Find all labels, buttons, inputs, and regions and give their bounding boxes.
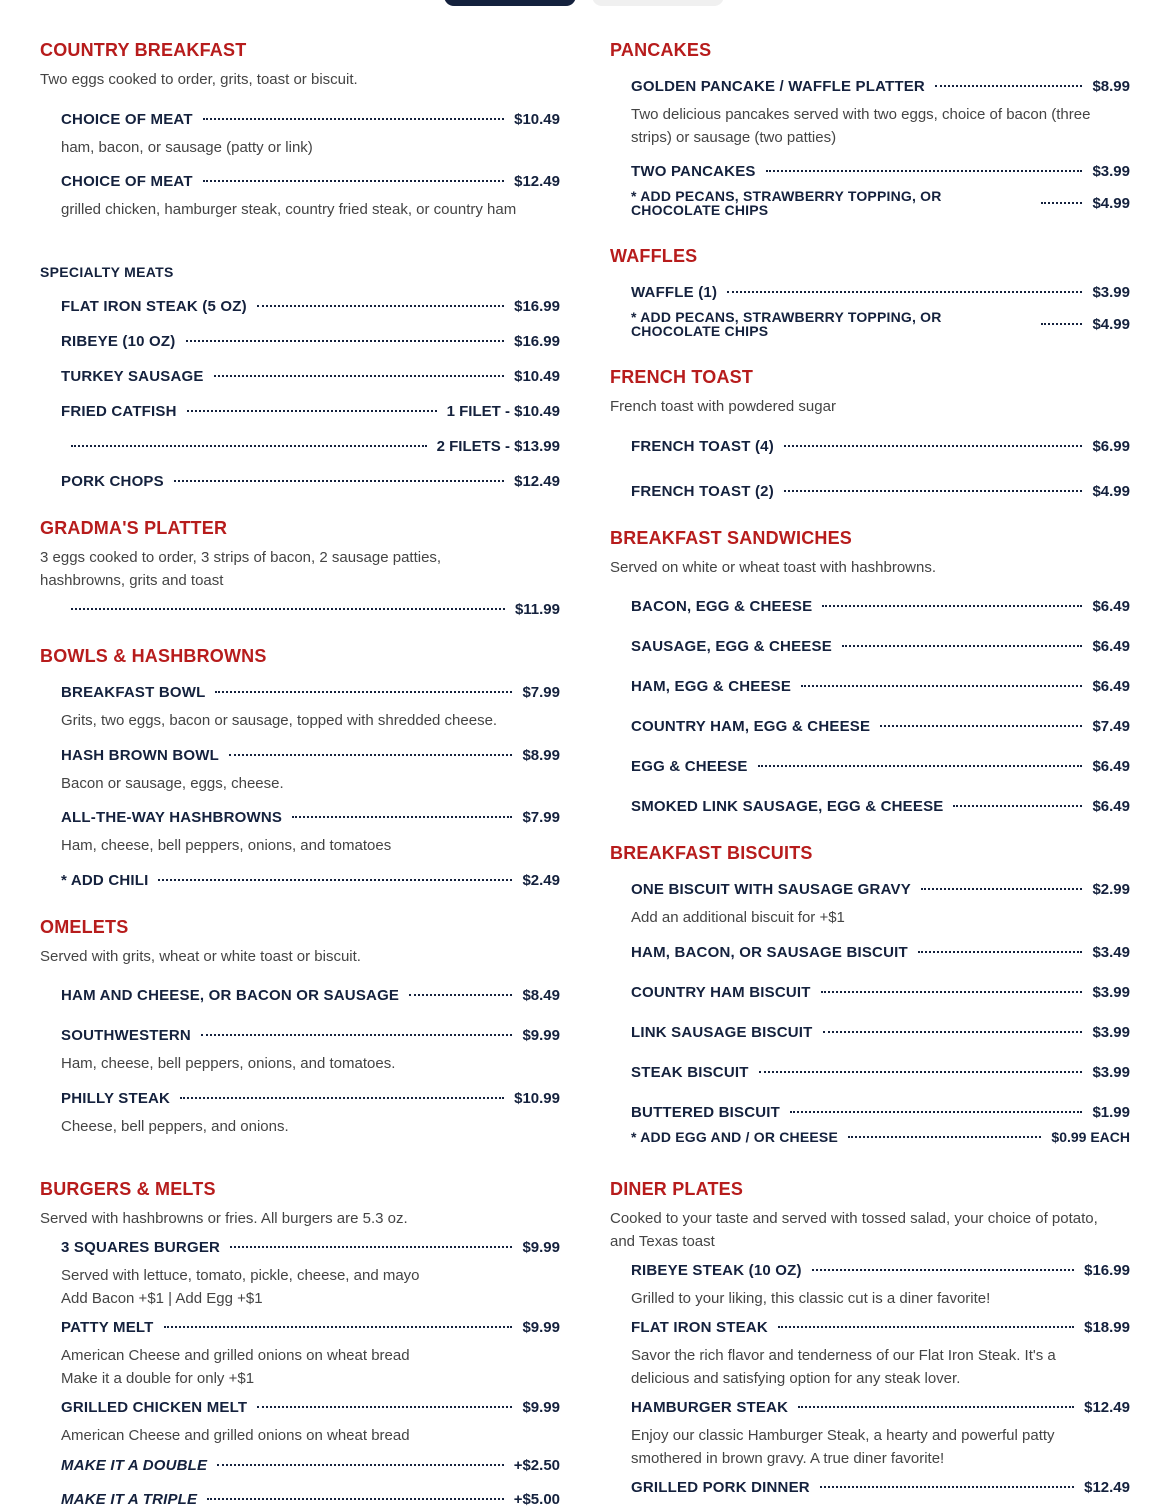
leader-dots bbox=[784, 445, 1083, 447]
leader-dots bbox=[820, 1486, 1074, 1488]
leader-dots bbox=[257, 305, 504, 307]
item-name: HAMBURGER STEAK bbox=[631, 1398, 789, 1416]
menu-item bbox=[631, 1260, 1130, 1280]
leader-dots bbox=[921, 888, 1083, 890]
leader-dots bbox=[230, 1246, 512, 1248]
item-price: $9.99 bbox=[522, 1398, 560, 1416]
menu-item bbox=[631, 716, 1130, 736]
item-name: COUNTRY HAM, EGG & CHEESE bbox=[631, 717, 871, 735]
item-price: $9.99 bbox=[522, 1238, 560, 1256]
item-name: BUTTERED BISCUIT bbox=[631, 1103, 781, 1121]
tab-lunch[interactable] bbox=[592, 0, 724, 6]
item-name: SMOKED LINK SAUSAGE, EGG & CHEESE bbox=[631, 797, 944, 815]
menu-item bbox=[61, 1237, 560, 1257]
item-name: FLAT IRON STEAK (5 OZ) bbox=[61, 297, 247, 315]
leader-dots bbox=[812, 1269, 1074, 1271]
menu-item bbox=[631, 1022, 1130, 1042]
item-price: $7.99 bbox=[522, 808, 560, 826]
item-price: +$2.50 bbox=[513, 1456, 560, 1474]
item-name: PATTY MELT bbox=[61, 1318, 154, 1336]
item-price: $1.99 bbox=[1092, 1103, 1130, 1121]
leader-dots bbox=[758, 765, 1083, 767]
item-price: $6.49 bbox=[1092, 757, 1130, 775]
item-desc-extra: Make it a double for only +$1 bbox=[61, 1370, 255, 1387]
leader-dots bbox=[217, 1464, 503, 1466]
leader-dots bbox=[229, 754, 512, 756]
menu-item bbox=[61, 1317, 560, 1337]
item-name: ALL-THE-WAY HASHBROWNS bbox=[61, 808, 283, 826]
item-name: FLAT IRON STEAK bbox=[631, 1318, 768, 1336]
leader-dots bbox=[215, 691, 512, 693]
section-desc: Served on white or wheat toast with hashbrowns. bbox=[610, 559, 937, 576]
leader-dots bbox=[187, 410, 437, 412]
menu-item bbox=[631, 1317, 1130, 1337]
item-name: GRILLED CHICKEN MELT bbox=[61, 1398, 248, 1416]
leader-dots bbox=[214, 375, 505, 377]
menu-item bbox=[631, 942, 1130, 962]
leader-dots bbox=[180, 1097, 504, 1099]
item-price: $3.99 bbox=[1092, 1023, 1130, 1041]
item-price: $2.49 bbox=[522, 871, 560, 889]
leader-dots bbox=[207, 1498, 503, 1500]
menu-tabs bbox=[0, 0, 1170, 6]
item-price: +$5.00 bbox=[513, 1490, 560, 1508]
item-desc: Two delicious pancakes served with two eggs, choice of bacon (three strips) or sausage (two patties) bbox=[631, 106, 1091, 146]
item-price: $9.99 bbox=[522, 1318, 560, 1336]
item-name: LINK SAUSAGE BISCUIT bbox=[631, 1023, 813, 1041]
item-name: COUNTRY HAM BISCUIT bbox=[631, 983, 811, 1001]
leader-dots bbox=[158, 879, 512, 881]
item-name: TURKEY SAUSAGE bbox=[61, 367, 204, 385]
item-price: $12.49 bbox=[1084, 1398, 1130, 1416]
menu-item bbox=[61, 745, 560, 765]
item-name: SOUTHWESTERN bbox=[61, 1026, 191, 1044]
leader-dots bbox=[821, 991, 1083, 993]
item-price: 1 FILET - $10.49 bbox=[446, 402, 560, 420]
item-price: $18.99 bbox=[1084, 1318, 1130, 1336]
item-price: $3.99 bbox=[1092, 162, 1130, 180]
menu-item bbox=[61, 1397, 560, 1417]
menu-item bbox=[631, 676, 1130, 696]
menu-item bbox=[631, 1127, 1130, 1147]
item-price: $6.49 bbox=[1092, 637, 1130, 655]
item-name: * ADD EGG AND / OR CHEESE bbox=[631, 1129, 838, 1145]
section-title-omelets: OMELETS bbox=[40, 917, 129, 937]
leader-dots bbox=[848, 1136, 1041, 1138]
item-price: 2 FILETS - $13.99 bbox=[436, 437, 560, 455]
item-desc: ham, bacon, or sausage (patty or link) bbox=[61, 139, 313, 156]
item-desc: Grits, two eggs, bacon or sausage, topped with shredded cheese. bbox=[61, 712, 498, 729]
leader-dots bbox=[953, 805, 1082, 807]
item-desc: Bacon or sausage, eggs, cheese. bbox=[61, 775, 284, 792]
menu-item bbox=[61, 1088, 560, 1108]
item-price: $16.99 bbox=[1084, 1261, 1130, 1279]
menu-item bbox=[631, 1397, 1130, 1417]
item-name: BACON, EGG & CHEESE bbox=[631, 597, 813, 615]
item-price: $4.99 bbox=[1092, 194, 1130, 212]
item-price: $8.99 bbox=[1092, 77, 1130, 95]
menu-item bbox=[61, 331, 560, 351]
item-desc: American Cheese and grilled onions on wheat bread bbox=[61, 1347, 410, 1364]
item-price: $11.99 bbox=[514, 600, 560, 618]
item-name: CHOICE OF MEAT bbox=[61, 172, 193, 190]
item-name: MAKE IT A TRIPLE bbox=[61, 1490, 198, 1508]
item-price: $12.49 bbox=[514, 172, 560, 190]
section-title-country-breakfast: COUNTRY BREAKFAST bbox=[40, 40, 247, 60]
menu-item bbox=[631, 76, 1130, 96]
leader-dots bbox=[257, 1406, 512, 1408]
item-name: RIBEYE (10 OZ) bbox=[61, 332, 176, 350]
leader-dots bbox=[880, 725, 1082, 727]
leader-dots bbox=[1041, 202, 1082, 204]
item-name: * ADD PECANS, STRAWBERRY TOPPING, OR CHOCOLATE CHIPS bbox=[631, 309, 942, 339]
menu-item bbox=[61, 471, 560, 491]
item-price: $3.99 bbox=[1092, 983, 1130, 1001]
menu-item bbox=[61, 985, 560, 1005]
item-desc: Savor the rich flavor and tenderness of our Flat Iron Steak. It's a delicious and satisfying option for any steak lover. bbox=[631, 1347, 1056, 1387]
menu-item bbox=[631, 481, 1130, 501]
section-desc: Served with hashbrowns or fries. All burgers are 5.3 oz. bbox=[40, 1210, 408, 1227]
item-price: $3.49 bbox=[1092, 943, 1130, 961]
menu-item bbox=[631, 982, 1130, 1002]
item-desc: American Cheese and grilled onions on wheat bread bbox=[61, 1427, 410, 1444]
item-desc: Add an additional biscuit for +$1 bbox=[631, 909, 845, 926]
item-name: SAUSAGE, EGG & CHEESE bbox=[631, 637, 832, 655]
item-price: $16.99 bbox=[514, 297, 560, 315]
leader-dots bbox=[778, 1326, 1074, 1328]
item-name: HAM, EGG & CHEESE bbox=[631, 677, 792, 695]
leader-dots bbox=[201, 1034, 513, 1036]
section-title-bowls-hashbrowns: BOWLS & HASHBROWNS bbox=[40, 646, 267, 666]
section-title-pancakes: PANCAKES bbox=[610, 40, 712, 60]
section-title-burgers-melts: BURGERS & MELTS bbox=[40, 1179, 216, 1199]
item-name: FRENCH TOAST (2) bbox=[631, 482, 774, 500]
item-name: FRENCH TOAST (4) bbox=[631, 437, 774, 455]
item-name: MAKE IT A DOUBLE bbox=[61, 1456, 208, 1474]
item-price: $9.99 bbox=[522, 1026, 560, 1044]
item-name: GOLDEN PANCAKE / WAFFLE PLATTER bbox=[631, 77, 925, 95]
item-price: $8.99 bbox=[522, 746, 560, 764]
item-price: $6.49 bbox=[1092, 597, 1130, 615]
item-name: PHILLY STEAK bbox=[61, 1089, 171, 1107]
leader-dots bbox=[918, 951, 1083, 953]
section-title-french-toast: FRENCH TOAST bbox=[610, 367, 754, 387]
item-price: $6.99 bbox=[1092, 437, 1130, 455]
item-price: $2.99 bbox=[1092, 880, 1130, 898]
item-price: $7.99 bbox=[522, 683, 560, 701]
leader-dots bbox=[71, 445, 427, 447]
leader-dots bbox=[759, 1071, 1083, 1073]
item-name: STEAK BISCUIT bbox=[631, 1063, 749, 1081]
leader-dots bbox=[164, 1326, 513, 1328]
item-name: ONE BISCUIT WITH SAUSAGE GRAVY bbox=[631, 880, 911, 898]
leader-dots bbox=[935, 85, 1082, 87]
item-price: $10.49 bbox=[514, 110, 560, 128]
leader-dots bbox=[203, 118, 504, 120]
item-desc: Served with lettuce, tomato, pickle, cheese, and mayo bbox=[61, 1267, 420, 1284]
item-desc: Grilled to your liking, this classic cut is a diner favorite! bbox=[631, 1290, 991, 1307]
item-name: TWO PANCAKES bbox=[631, 162, 756, 180]
item-name: * ADD CHILI bbox=[61, 871, 149, 889]
item-price: $16.99 bbox=[514, 332, 560, 350]
section-title-grandmas-platter: GRADMA'S PLATTER bbox=[40, 518, 228, 538]
menu-item bbox=[61, 682, 560, 702]
item-name: GRILLED PORK DINNER bbox=[631, 1478, 810, 1496]
item-price: $12.49 bbox=[1084, 1478, 1130, 1496]
item-price: $3.99 bbox=[1092, 1063, 1130, 1081]
section-title-breakfast-biscuits: BREAKFAST BISCUITS bbox=[610, 843, 813, 863]
leader-dots bbox=[801, 685, 1082, 687]
menu-item bbox=[631, 282, 1130, 302]
section-desc: 3 eggs cooked to order, 3 strips of bacon, 2 sausage patties, hashbrowns, grits and toast bbox=[40, 549, 442, 589]
leader-dots bbox=[790, 1111, 1082, 1113]
item-name: HASH BROWN BOWL bbox=[61, 746, 219, 764]
item-desc: Enjoy our classic Hamburger Steak, a hearty and powerful patty smothered in brown gravy. A true diner favorite! bbox=[631, 1427, 1055, 1467]
item-price: $3.99 bbox=[1092, 283, 1130, 301]
section-desc: Two eggs cooked to order, grits, toast or biscuit. bbox=[40, 71, 358, 88]
menu-item bbox=[61, 1025, 560, 1045]
section-title-waffles: WAFFLES bbox=[610, 246, 698, 266]
menu-item bbox=[631, 1102, 1130, 1122]
item-name: RIBEYE STEAK (10 OZ) bbox=[631, 1261, 802, 1279]
leader-dots bbox=[784, 490, 1083, 492]
item-desc: grilled chicken, hamburger steak, country fried steak, or country ham bbox=[61, 201, 517, 218]
section-desc: Cooked to your taste and served with tossed salad, your choice of potato, and Texas toast bbox=[610, 1210, 1098, 1250]
item-desc: Cheese, bell peppers, and onions. bbox=[61, 1118, 289, 1135]
item-name: FRIED CATFISH bbox=[61, 402, 177, 420]
item-price: $7.49 bbox=[1092, 717, 1130, 735]
menu-item bbox=[61, 599, 560, 619]
tab-breakfast[interactable] bbox=[444, 0, 576, 6]
menu-item bbox=[631, 756, 1130, 776]
item-price: $6.49 bbox=[1092, 677, 1130, 695]
menu-item bbox=[61, 807, 560, 827]
item-name: HAM, BACON, OR SAUSAGE BISCUIT bbox=[631, 943, 908, 961]
item-price: $12.49 bbox=[514, 472, 560, 490]
item-name: WAFFLE (1) bbox=[631, 283, 718, 301]
menu-item bbox=[631, 636, 1130, 656]
section-title-breakfast-sandwiches: BREAKFAST SANDWICHES bbox=[610, 528, 853, 548]
menu-item bbox=[631, 1477, 1130, 1497]
leader-dots bbox=[174, 480, 504, 482]
item-price: $4.99 bbox=[1092, 315, 1130, 333]
menu-item bbox=[631, 436, 1130, 456]
item-name: CHOICE OF MEAT bbox=[61, 110, 193, 128]
item-desc: Ham, cheese, bell peppers, onions, and tomatoes bbox=[61, 837, 392, 854]
menu-item bbox=[61, 1489, 560, 1509]
menu-item bbox=[61, 296, 560, 316]
leader-dots bbox=[727, 291, 1082, 293]
item-name: * ADD PECANS, STRAWBERRY TOPPING, OR CHOCOLATE CHIPS bbox=[631, 188, 942, 218]
menu-item bbox=[61, 870, 560, 890]
leader-dots bbox=[1041, 323, 1082, 325]
leader-dots bbox=[186, 340, 505, 342]
item-desc-extra: Add Bacon +$1 | Add Egg +$1 bbox=[61, 1290, 263, 1307]
section-desc: French toast with powdered sugar bbox=[610, 398, 836, 415]
item-name: HAM AND CHEESE, OR BACON OR SAUSAGE bbox=[61, 986, 400, 1004]
item-name: BREAKFAST BOWL bbox=[61, 683, 206, 701]
menu-item bbox=[61, 366, 560, 386]
item-price: $10.99 bbox=[514, 1089, 560, 1107]
item-name: PORK CHOPS bbox=[61, 472, 164, 490]
section-title-diner-plates: DINER PLATES bbox=[610, 1179, 744, 1199]
leader-dots bbox=[409, 994, 512, 996]
item-price: $8.49 bbox=[522, 986, 560, 1004]
item-name: EGG & CHEESE bbox=[631, 757, 748, 775]
item-price: $6.49 bbox=[1092, 797, 1130, 815]
menu-item bbox=[631, 1062, 1130, 1082]
leader-dots bbox=[823, 1031, 1083, 1033]
menu-item bbox=[631, 596, 1130, 616]
menu-item bbox=[61, 436, 560, 456]
leader-dots bbox=[798, 1406, 1074, 1408]
item-price: $10.49 bbox=[514, 367, 560, 385]
item-price: $4.99 bbox=[1092, 482, 1130, 500]
menu-item bbox=[61, 1455, 560, 1475]
leader-dots bbox=[71, 608, 505, 610]
menu-item bbox=[631, 187, 1130, 219]
menu-item bbox=[631, 161, 1130, 181]
subsection-title-specialty-meats: SPECIALTY MEATS bbox=[40, 264, 174, 280]
menu-item bbox=[631, 796, 1130, 816]
leader-dots bbox=[292, 816, 512, 818]
section-desc: Served with grits, wheat or white toast or biscuit. bbox=[40, 948, 361, 965]
menu-item bbox=[61, 171, 560, 191]
item-name: 3 SQUARES BURGER bbox=[61, 1238, 221, 1256]
leader-dots bbox=[822, 605, 1082, 607]
menu-item bbox=[631, 879, 1130, 899]
menu-item bbox=[61, 401, 560, 421]
menu-item bbox=[631, 308, 1130, 340]
item-desc: Ham, cheese, bell peppers, onions, and tomatoes. bbox=[61, 1055, 396, 1072]
item-price: $0.99 EACH bbox=[1051, 1129, 1130, 1145]
menu-item bbox=[61, 109, 560, 129]
leader-dots bbox=[842, 645, 1083, 647]
leader-dots bbox=[766, 170, 1083, 172]
leader-dots bbox=[203, 180, 504, 182]
